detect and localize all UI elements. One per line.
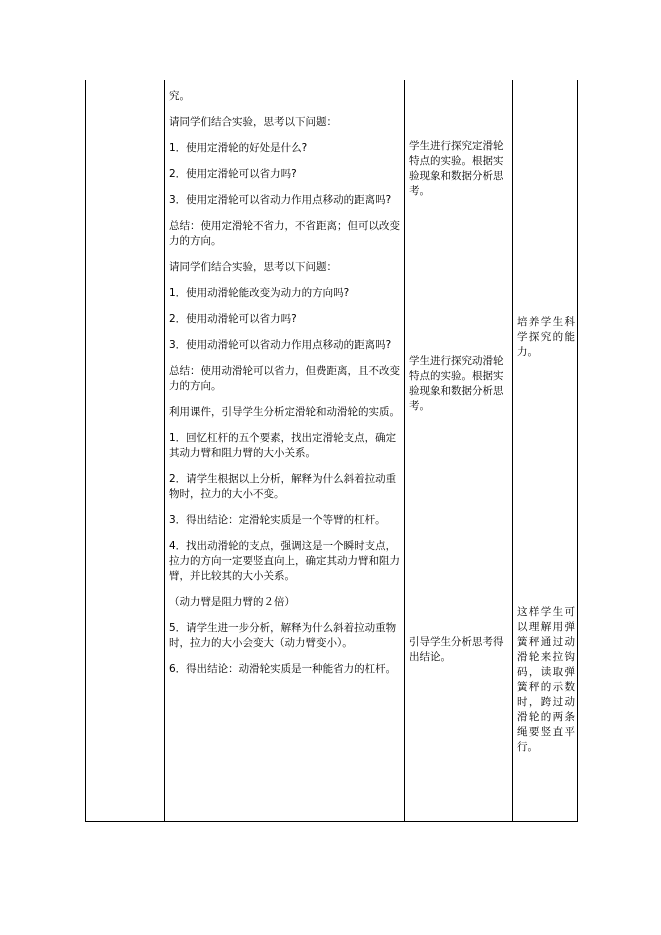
design-intent-cell [517, 315, 575, 360]
table-divider-2 [404, 80, 405, 822]
activity-paragraph: 6．得出结论：动滑轮实质是一种能省力的杠杆。 [169, 663, 397, 675]
activity-paragraph: （动力臂是阻力臂的２倍） [169, 596, 295, 608]
design-intent-text: 这样学生可以理解用弹簧秤通过动滑轮来拉钩码，读取弹簧秤的示数时，跨过动滑轮的两条绳要竖直平行。 [517, 606, 575, 753]
activity-paragraph: 4．找出动滑轮的支点，强调这是一个瞬时支点，拉力的方向一定要竖直向上，确定其动力臂和阻力臂，并比较其的大小关系。 [169, 540, 400, 582]
student-activity-text: 学生进行探究定滑轮特点的实验。根据实验现象和数据分析思考。 [409, 140, 504, 197]
activity-paragraph: 3．使用定滑轮可以省动力作用点移动的距离吗? [169, 194, 392, 206]
activity-paragraph: 总结：使用动滑轮可以省力，但费距离，且不改变力的方向。 [169, 365, 400, 392]
activity-paragraph: 1．使用动滑轮能改变为动力的方向吗? [169, 287, 350, 299]
activity-paragraph: 2．请学生根据以上分析，解释为什么斜着拉动重物时，拉力的大小不变。 [169, 473, 397, 500]
activity-paragraph: 2．使用动滑轮可以省力吗? [169, 313, 297, 325]
table-border-left [85, 80, 86, 822]
activity-paragraph: 2．使用定滑轮可以省力吗? [169, 168, 297, 180]
activity-paragraph: 1．使用定滑轮的好处是什么? [169, 142, 308, 154]
activity-paragraph: 请同学们结合实验，思考以下问题： [169, 116, 337, 128]
student-activity-text: 引导学生分析思考得出结论。 [409, 636, 504, 663]
design-intent-cell [517, 605, 575, 755]
activity-paragraph: 利用课件，引导学生分析定滑轮和动滑轮的实质。 [169, 406, 400, 418]
activity-paragraph: 总结：使用定滑轮不省力，不省距离；但可以改变力的方向。 [169, 220, 400, 247]
teacher-activity-column [169, 89, 401, 677]
student-activity-cell [409, 139, 509, 199]
activity-paragraph: 请同学们结合实验，思考以下问题： [169, 261, 337, 273]
table-bottom-border [85, 821, 578, 822]
table-border-right [577, 80, 578, 822]
activity-paragraph: 究。 [169, 90, 190, 102]
design-intent-text: 培养学生科学探究的能力。 [517, 316, 575, 358]
activity-paragraph: 3．得出结论：定滑轮实质是一个等臂的杠杆。 [169, 514, 386, 526]
table-divider-3 [512, 80, 513, 822]
table-divider-1 [164, 80, 165, 822]
activity-paragraph: 1．回忆杠杆的五个要素，找出定滑轮支点，确定其动力臂和阻力臂的大小关系。 [169, 432, 397, 459]
activity-paragraph: 5．请学生进一步分析，解释为什么斜着拉动重物时，拉力的大小会变大（动力臂变小）。 [169, 622, 397, 649]
student-activity-cell [409, 354, 509, 414]
student-activity-text: 学生进行探究动滑轮特点的实验。根据实验现象和数据分析思考。 [409, 355, 504, 412]
activity-paragraph: 3．使用动滑轮可以省动力作用点移动的距离吗? [169, 339, 392, 351]
student-activity-cell [409, 635, 509, 665]
